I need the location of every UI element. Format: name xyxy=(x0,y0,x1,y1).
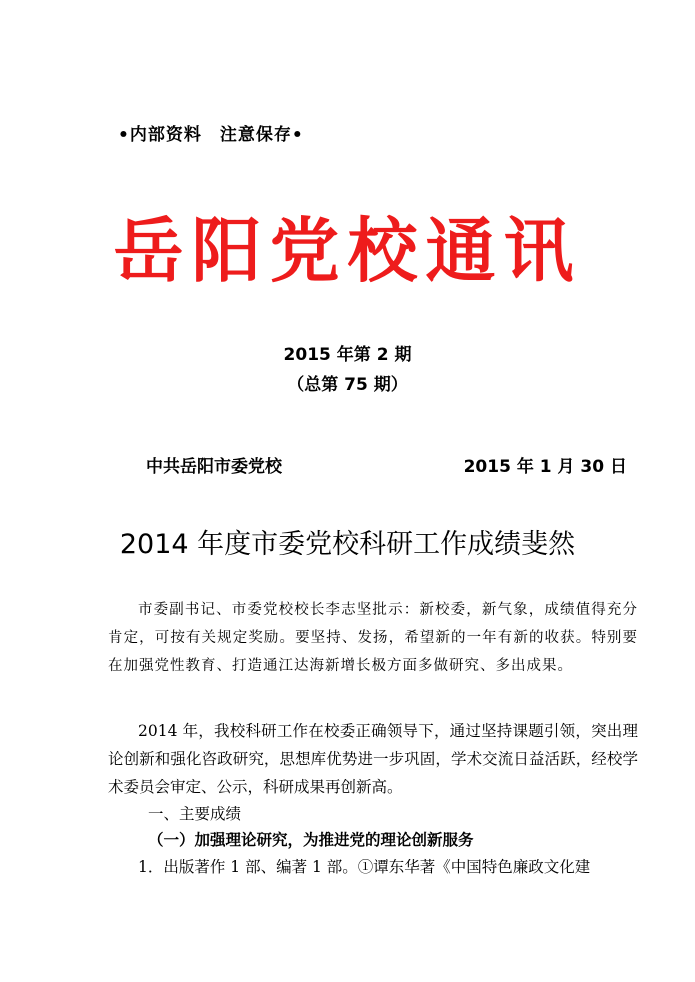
masthead-title: 岳阳党校通讯 xyxy=(113,209,582,292)
publisher-name: 中共岳阳市委党校 xyxy=(146,457,282,477)
subsection-heading: （一）加强理论研究，为推进党的理论创新服务 xyxy=(148,831,474,849)
internal-document-note xyxy=(118,120,304,145)
section-heading: 一、主要成绩 xyxy=(148,805,242,823)
summary-paragraph: 2014 年，我校科研工作在校委正确领导下，通过坚持课题引领，突出理论创新和强化咨政研究，思想库优势进一步巩固，学术交流日益活跃，经校学术委员会审定、公示，科研成果再创新高。 xyxy=(108,722,638,796)
issue-total-number: （总第 75 期） xyxy=(287,375,408,395)
instruction-paragraph: 市委副书记、市委党校校长李志坚批示：新校委，新气象，成绩值得充分肯定，可按有关规定奖励。要坚持、发扬，希望新的一年有新的收获。特别要在加强党性教育、打造通江达海新增长极方面多做研究、多出成果。 xyxy=(108,602,638,674)
keep-safe-label: 注意保存• xyxy=(219,125,304,145)
publication-date: 2015 年 1 月 30 日 xyxy=(463,457,627,477)
issue-number: 2015 年第 2 期 xyxy=(283,345,412,365)
article-title: 2014 年度市委党校科研工作成绩斐然 xyxy=(119,529,576,560)
internal-document-label: •内部资料 xyxy=(118,125,202,145)
publication-paragraph: 1．出版著作 1 部、编著 1 部。①谭东华著《中国特色廉政文化建 xyxy=(138,858,591,876)
